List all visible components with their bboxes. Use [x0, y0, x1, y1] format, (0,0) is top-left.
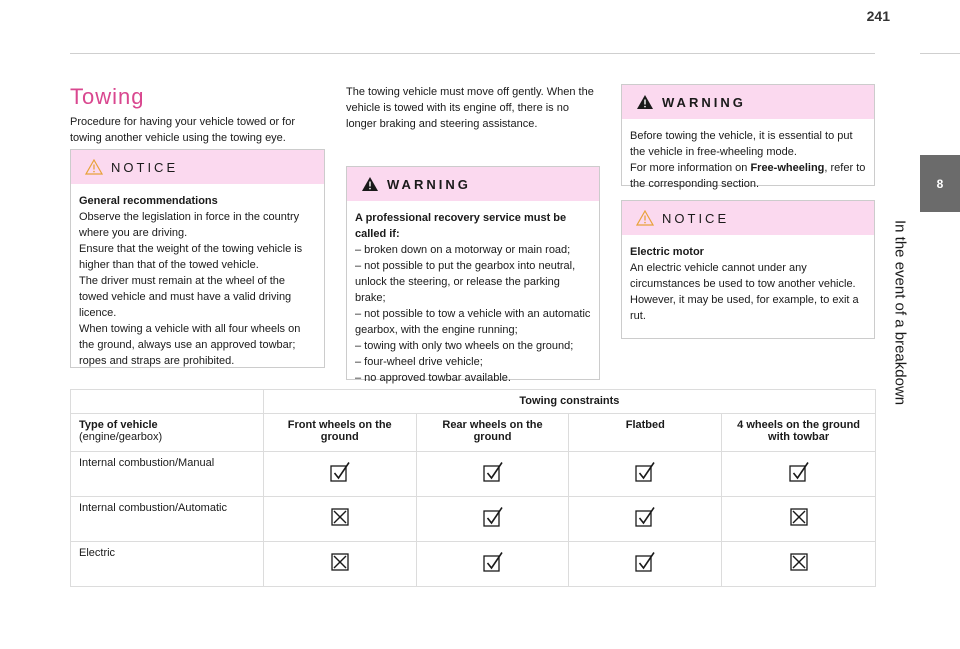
page-number: 241	[866, 8, 890, 24]
table-cell	[416, 497, 569, 542]
warning-text: , refer to the corresponding section.	[630, 162, 866, 190]
checked-box-icon	[577, 502, 713, 528]
notice-header	[71, 150, 324, 184]
header-divider	[70, 53, 875, 54]
warning-body	[347, 201, 599, 394]
column-header: Front wheels on the ground	[263, 414, 416, 452]
notice-line: However, it may be used, for example, to exit a rut.	[630, 294, 859, 322]
section-title: Towing	[70, 84, 145, 109]
warning-label: WARNING	[662, 94, 746, 110]
warning-item: – broken down on a motorway or main road;	[355, 244, 571, 256]
table-cell	[722, 452, 876, 497]
warning-line	[630, 160, 866, 192]
warning-header	[622, 85, 874, 119]
checked-box-icon	[272, 457, 408, 483]
table-cell	[569, 452, 722, 497]
warning-item: – towing with only two wheels on the ground;	[355, 340, 574, 352]
checked-box-icon	[577, 457, 713, 483]
warning-header	[347, 167, 599, 201]
side-divider	[920, 53, 960, 54]
table-column-header-row	[71, 414, 876, 452]
table-cell	[416, 452, 569, 497]
checked-box-icon	[425, 547, 561, 573]
checked-box-icon	[730, 457, 867, 483]
checked-box-icon	[425, 457, 561, 483]
crossed-box-icon	[730, 502, 867, 528]
checked-box-icon	[425, 502, 561, 528]
vehicle-type-subtitle: (engine/gearbox)	[79, 431, 163, 443]
warning-item: – no approved towbar available.	[355, 372, 511, 384]
warning-body	[622, 119, 874, 200]
notice-header	[622, 201, 874, 235]
crossed-box-icon	[730, 547, 867, 573]
table-corner-cell	[71, 390, 264, 414]
row-label: Internal combustion/Automatic	[71, 497, 264, 542]
warning-triangle-icon	[361, 176, 379, 192]
notice-box-electric	[621, 200, 875, 339]
warning-text: For more information on	[630, 162, 751, 174]
table-row	[71, 452, 876, 497]
table-cell	[722, 542, 876, 587]
notice-body	[71, 184, 324, 377]
warning-item: – four-wheel drive vehicle;	[355, 356, 483, 368]
table-group-header-row	[71, 390, 876, 414]
checked-box-icon	[577, 547, 713, 573]
table-cell	[569, 497, 722, 542]
warning-triangle-outline-icon	[85, 159, 103, 175]
vehicle-type-header	[71, 414, 264, 452]
crossed-box-icon	[272, 502, 408, 528]
table-group-header: Towing constraints	[263, 390, 875, 414]
towing-gently-text: The towing vehicle must move off gently. When the vehicle is towed with its engine off, there is no longer braking and steering assistance.	[346, 86, 594, 130]
warning-label: WARNING	[387, 176, 471, 192]
table-cell	[263, 542, 416, 587]
notice-line: An electric vehicle cannot under any circumstances be used to tow another vehicle.	[630, 262, 856, 290]
warning-box-freewheel	[621, 84, 875, 190]
warning-box-recovery	[346, 166, 600, 384]
towing-constraints-table	[70, 389, 876, 587]
table-cell	[722, 497, 876, 542]
warning-line: Before towing the vehicle, it is essential to put the vehicle in free-wheeling mode.	[630, 130, 853, 158]
chapter-tab[interactable]	[920, 155, 960, 212]
section-intro: Procedure for having your vehicle towed or for towing another vehicle using the towing eye.	[70, 116, 296, 144]
warning-heading: A professional recovery service must be called if:	[355, 212, 567, 240]
chapter-title: In the event of a breakdown	[891, 220, 909, 406]
warning-item: – not possible to tow a vehicle with an automatic gearbox, with the engine running;	[355, 308, 591, 336]
table-cell	[416, 542, 569, 587]
notice-box-general	[70, 149, 325, 368]
table-cell	[263, 452, 416, 497]
warning-triangle-icon	[636, 94, 654, 110]
warning-triangle-outline-icon	[636, 210, 654, 226]
crossed-box-icon	[272, 547, 408, 573]
free-wheeling-reference: Free-wheeling	[750, 162, 825, 174]
table-cell	[263, 497, 416, 542]
row-label: Electric	[71, 542, 264, 587]
column-header: 4 wheels on the ground with towbar	[722, 414, 876, 452]
warning-item: – not possible to put the gearbox into neutral, unlock the steering, or release the parking brake;	[355, 260, 576, 304]
notice-line: The driver must remain at the wheel of the towed vehicle and must have a valid driving licence.	[79, 275, 292, 319]
notice-line: Ensure that the weight of the towing vehicle is higher than that of the towed vehicle.	[79, 243, 303, 271]
chapter-number: 8	[936, 176, 944, 191]
notice-label: NOTICE	[111, 159, 179, 175]
table-row	[71, 497, 876, 542]
notice-heading: General recommendations	[79, 195, 218, 207]
notice-heading: Electric motor	[630, 246, 704, 258]
notice-body	[622, 235, 874, 332]
column-header: Flatbed	[569, 414, 722, 452]
row-label: Internal combustion/Manual	[71, 452, 264, 497]
column-header: Rear wheels on the ground	[416, 414, 569, 452]
table-row	[71, 542, 876, 587]
notice-line: Observe the legislation in force in the country where you are driving.	[79, 211, 300, 239]
table-cell	[569, 542, 722, 587]
notice-label: NOTICE	[662, 210, 730, 226]
vehicle-type-title: Type of vehicle	[79, 419, 158, 431]
notice-line: When towing a vehicle with all four wheels on the ground, always use an approved towbar; ropes and straps are prohibited.	[79, 323, 301, 367]
